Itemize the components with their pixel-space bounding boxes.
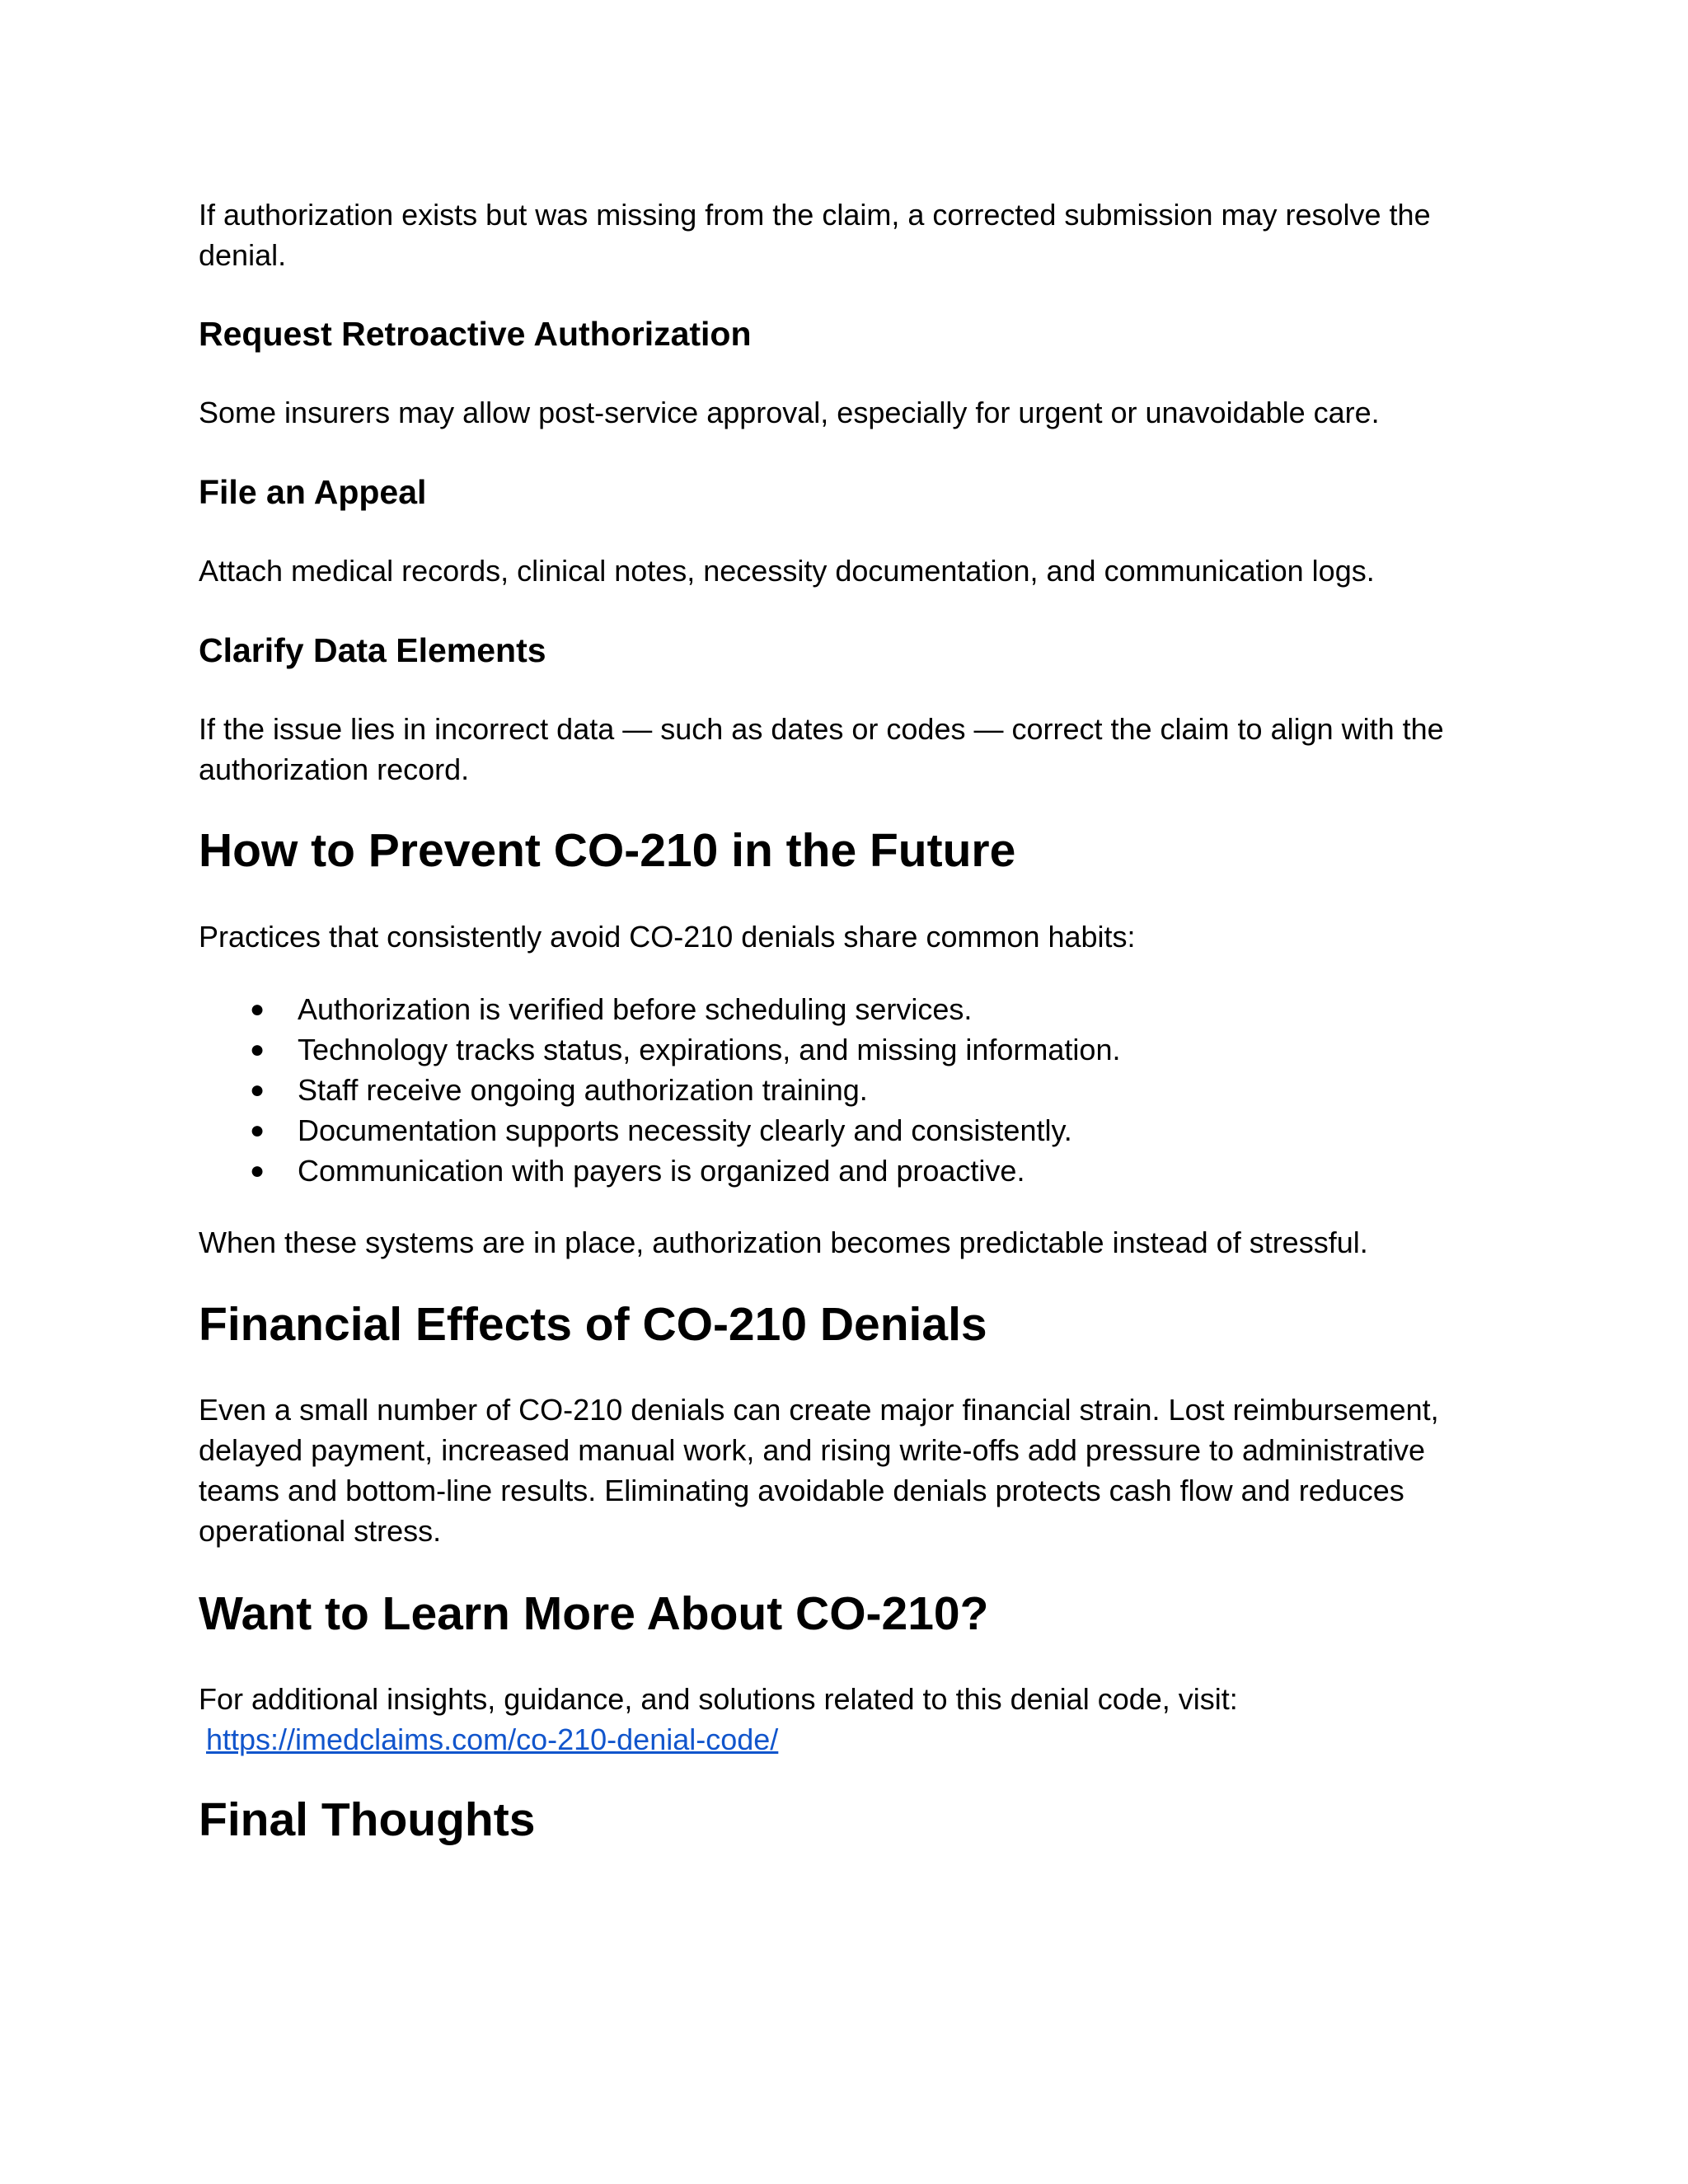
list-item-text: Staff receive ongoing authorization training. — [298, 1073, 868, 1107]
paragraph-financial: Even a small number of CO-210 denials can create major financial strain. Lost reimbursement, delayed payment, increased manual work, and rising write-offs add pressure to administrative teams and bottom-line results. Eliminating avoidable denials protects cash flow and reduces operational stress. — [199, 1393, 1439, 1548]
co-210-link[interactable]: https://imedclaims.com/co-210-denial-code/ — [206, 1722, 779, 1756]
paragraph-corrected-submission: If authorization exists but was missing from the claim, a corrected submission may resolve the denial. — [199, 198, 1431, 272]
paragraph-appeal: Attach medical records, clinical notes, necessity documentation, and communication logs. — [199, 554, 1375, 588]
heading-final-thoughts: Final Thoughts — [199, 1793, 536, 1846]
paragraph-clarify: If the issue lies in incorrect data — such as dates or codes — correct the claim to align with the authorization record. — [199, 712, 1444, 786]
list-item-text: Authorization is verified before scheduling services. — [298, 992, 973, 1026]
bullet-icon: ● — [250, 1036, 265, 1063]
list-item — [199, 989, 1501, 1029]
paragraph-prevent-intro: Practices that consistently avoid CO-210 denials share common habits: — [199, 920, 1136, 954]
paragraph-retroactive: Some insurers may allow post-service approval, especially for urgent or unavoidable care. — [199, 396, 1380, 429]
paragraph-learn-more — [199, 1679, 1501, 1760]
bullet-icon: ● — [250, 1076, 265, 1104]
paragraph-prevent-outro: When these systems are in place, authorization becomes predictable instead of stressful. — [199, 1226, 1368, 1259]
list-item — [199, 1151, 1501, 1191]
list-item — [199, 1029, 1501, 1070]
list-item — [199, 1110, 1501, 1151]
heading-clarify-data-elements: Clarify Data Elements — [199, 631, 546, 669]
bullet-icon: ● — [250, 1157, 265, 1184]
list-item-text: Technology tracks status, expirations, and missing information. — [298, 1033, 1121, 1066]
bullet-icon: ● — [250, 996, 265, 1023]
learn-more-text: For additional insights, guidance, and solutions related to this denial code, visit: — [199, 1682, 1238, 1716]
heading-file-an-appeal: File an Appeal — [199, 473, 427, 511]
heading-financial-effects: Financial Effects of CO-210 Denials — [199, 1298, 987, 1351]
heading-how-to-prevent: How to Prevent CO-210 in the Future — [199, 824, 1016, 877]
list-item — [199, 1070, 1501, 1110]
bullet-icon: ● — [250, 1117, 265, 1144]
heading-learn-more: Want to Learn More About CO-210? — [199, 1587, 989, 1640]
list-item-text: Documentation supports necessity clearly and consistently. — [298, 1113, 1072, 1147]
prevention-bullet-list — [199, 989, 1501, 1191]
list-item-text: Communication with payers is organized and proactive. — [298, 1154, 1025, 1188]
heading-request-retroactive-authorization: Request Retroactive Authorization — [199, 315, 752, 353]
